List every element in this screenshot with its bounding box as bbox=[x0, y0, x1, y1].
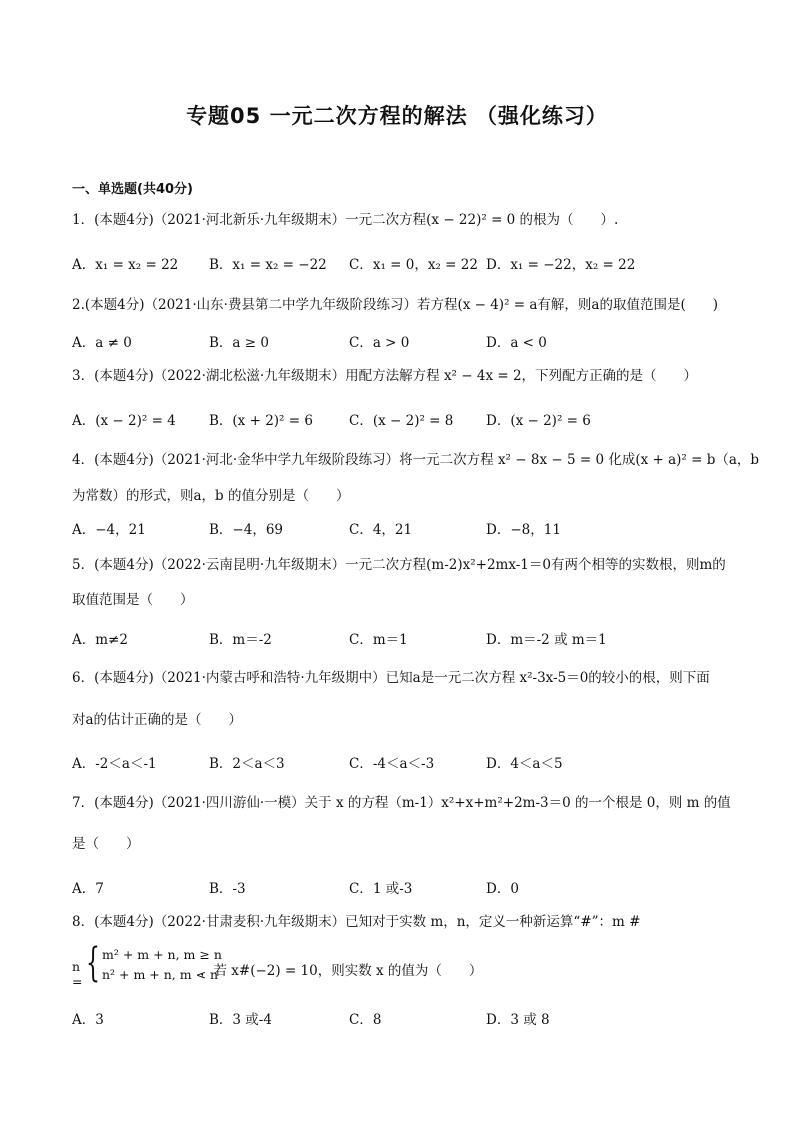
piecewise-case-1: m² + m + n, m ≥ n bbox=[102, 947, 222, 962]
option-c[interactable]: C．-4＜a＜-3 bbox=[349, 756, 435, 772]
option-a[interactable]: A．3 bbox=[72, 1012, 104, 1028]
option-c[interactable]: C．4，21 bbox=[349, 522, 413, 538]
question-3-stem: 3．(本题4分)（2022·湖北松滋·九年级期末）用配方法解方程 x² − 4x = 2，下列配方正确的是（ ） bbox=[72, 368, 698, 384]
option-c[interactable]: C．8 bbox=[349, 1012, 382, 1028]
question-4-stem-line-1: 4．(本题4分)（2021·河北·金华中学九年级阶段练习）将一元二次方程 x² − 8x − 5 = 0 化成(x + a)² = b（a，b bbox=[72, 452, 760, 468]
option-c[interactable]: C．a > 0 bbox=[349, 335, 410, 351]
option-d[interactable]: D．(x − 2)² = 6 bbox=[486, 413, 591, 429]
option-d[interactable]: D．m＝-2 或 m＝1 bbox=[486, 632, 607, 648]
question-8-stem-tail: ，若 x#(−2) = 10，则实数 x 的值为（ ） bbox=[200, 963, 483, 979]
option-b[interactable]: B．-3 bbox=[209, 881, 246, 897]
option-a[interactable]: A．-2＜a＜-1 bbox=[72, 756, 157, 772]
question-8-options bbox=[72, 1008, 732, 1026]
question-8-stem-line-1: 8．(本题4分)（2022·甘肃麦积·九年级期末）已知对于实数 m，n，定义一种新运算“#”：m # bbox=[72, 914, 641, 930]
option-a[interactable]: A．7 bbox=[72, 881, 104, 897]
option-d[interactable]: D．−8，11 bbox=[486, 522, 561, 538]
left-brace: { bbox=[86, 940, 100, 986]
question-7-stem-line-1: 7．(本题4分)（2021·四川游仙·一模）关于 x 的方程（m-1）x²+x+m²+2m-3＝0 的一个根是 0，则 m 的值 bbox=[72, 795, 731, 811]
question-6-options bbox=[72, 752, 732, 770]
question-1-stem: 1．(本题4分)（2021·河北新乐·九年级期末）一元二次方程(x − 22)² = 0 的根为（ ）. bbox=[72, 212, 619, 228]
option-d[interactable]: D．0 bbox=[486, 881, 519, 897]
option-a[interactable]: A．m≠2 bbox=[72, 632, 128, 648]
question-4-options bbox=[72, 518, 732, 536]
option-b[interactable]: B．3 或-4 bbox=[209, 1012, 272, 1028]
question-5-options bbox=[72, 628, 732, 646]
question-4-stem-line-2: 为常数）的形式，则a，b 的值分别是（ ） bbox=[72, 488, 350, 504]
option-c[interactable]: C．x₁ = 0，x₂ = 22 bbox=[349, 257, 478, 273]
option-c[interactable]: C．m＝1 bbox=[349, 632, 408, 648]
question-7-options bbox=[72, 877, 732, 895]
option-a[interactable]: A．−4，21 bbox=[72, 522, 146, 538]
question-7-stem-line-2: 是（ ） bbox=[72, 836, 140, 852]
page-title: 专题05 一元二次方程的解法 （强化练习） bbox=[186, 104, 608, 128]
option-d[interactable]: D．3 或 8 bbox=[486, 1012, 550, 1028]
question-5-stem-line-1: 5．(本题4分)（2022·云南昆明·九年级期末）一元二次方程(m-2)x²+2mx-1＝0有两个相等的实数根，则m的 bbox=[72, 557, 726, 573]
question-2-stem: 2.(本题4分)（2021·山东·费县第二中学九年级阶段练习）若方程(x − 4)² = a有解，则a的取值范围是( ) bbox=[72, 297, 719, 313]
option-b[interactable]: B．−4，69 bbox=[209, 522, 283, 538]
option-c[interactable]: C．(x − 2)² = 8 bbox=[349, 413, 454, 429]
question-2-options bbox=[72, 331, 732, 349]
question-6-stem-line-1: 6．(本题4分)（2021·内蒙古呼和浩特·九年级期中）已知a是一元二次方程 x²-3x-5＝0的较小的根，则下面 bbox=[72, 670, 710, 686]
option-a[interactable]: A．x₁ = x₂ = 22 bbox=[72, 257, 179, 273]
question-6-stem-line-2: 对a的估计正确的是（ ） bbox=[72, 712, 243, 728]
option-b[interactable]: B．(x + 2)² = 6 bbox=[209, 413, 313, 429]
option-d[interactable]: D．4＜a＜5 bbox=[486, 756, 563, 772]
section-heading: 一、单选题(共40分) bbox=[72, 182, 193, 197]
option-d[interactable]: D．a < 0 bbox=[486, 335, 547, 351]
option-a[interactable]: A．(x − 2)² = 4 bbox=[72, 413, 176, 429]
question-3-options bbox=[72, 409, 732, 427]
piecewise-lhs: n = bbox=[72, 959, 83, 989]
option-d[interactable]: D．x₁ = −22，x₂ = 22 bbox=[486, 257, 636, 273]
option-b[interactable]: B．x₁ = x₂ = −22 bbox=[209, 257, 327, 273]
option-c[interactable]: C．1 或-3 bbox=[349, 881, 413, 897]
option-b[interactable]: B．m＝-2 bbox=[209, 632, 272, 648]
question-5-stem-line-2: 取值范围是（ ） bbox=[72, 592, 194, 608]
option-b[interactable]: B．2＜a＜3 bbox=[209, 756, 285, 772]
question-1-options bbox=[72, 253, 732, 271]
piecewise-case-2: n² + m + n, m < n bbox=[102, 967, 219, 982]
option-a[interactable]: A．a ≠ 0 bbox=[72, 335, 132, 351]
option-b[interactable]: B．a ≥ 0 bbox=[209, 335, 269, 351]
